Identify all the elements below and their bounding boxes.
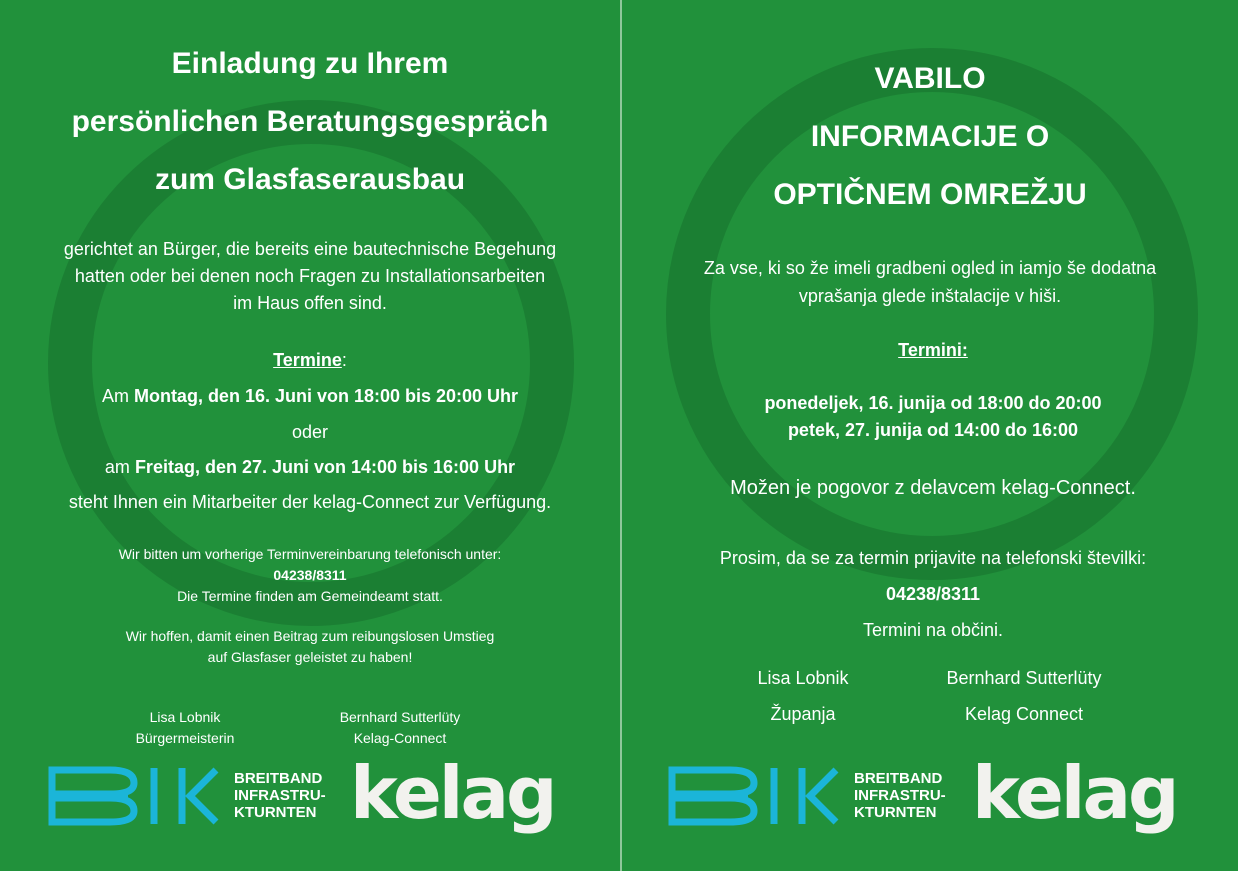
svg-text:BREITBAND: BREITBAND: [854, 770, 943, 787]
kelag-logo: [972, 756, 1192, 846]
signature-kelag: Bernhard Sutterlüty Kelag-Connect: [339, 709, 461, 746]
svg-text:KTURNTEN: KTURNTEN: [234, 804, 317, 821]
termini-heading: Termini:: [898, 340, 968, 360]
appointment-request: Wir bitten um vorherige Terminvereinbarung telefonisch unter: 04238/8311 Die Termine finden am Gemeindeamt statt.: [0, 544, 620, 607]
or-text: oder: [291, 422, 329, 442]
date-2: petek, 27. junija od 14:00 do 16:00: [787, 420, 1079, 440]
termine-heading: Termine:: [273, 350, 347, 370]
page-title: VABILO INFORMACIJE O OPTIČNEM OMREŽJU: [773, 62, 1087, 211]
svg-text:INFRASTRU-: INFRASTRU-: [234, 787, 326, 804]
svg-text:kelag: kelag: [972, 756, 1177, 835]
phone-number: 04238/8311: [885, 584, 981, 604]
date-1: ponedeljek, 16. junija od 18:00 do 20:00: [764, 393, 1102, 413]
intro-text: gerichtet an Bürger, die bereits eine bautechnische Begehung hatten oder bei denen noch Fragen zu Installationsarbeiten im Haus offen sind.: [63, 239, 557, 313]
staff-line: Možen je pogovor z delavcem kelag-Connect.: [730, 477, 1136, 499]
signature-mayor: Lisa Lobnik Županja: [757, 668, 849, 724]
dates: [622, 390, 1238, 444]
closing-text: Wir hoffen, damit einen Beitrag zum reibungslosen Umstieg auf Glasfaser geleistet zu haben!: [125, 628, 495, 665]
svg-text:kelag: kelag: [350, 756, 555, 835]
signature-kelag: Bernhard Sutterlüty Kelag Connect: [946, 668, 1102, 724]
appointment-request: Prosim, da se za termin prijavite na telefonski številki: 04238/8311 Termini na občini.: [622, 540, 1238, 648]
bik-logo: [668, 766, 958, 828]
signature-mayor: Lisa Lobnik Bürgermeisterin: [135, 709, 235, 746]
intro-text: Za vse, ki so že imeli gradbeni ogled in iamjo še dodatna vprašanja glede inštalacije v hiši.: [703, 258, 1157, 306]
date-2: am Freitag, den 27. Juni von 14:00 bis 16:00 Uhr: [104, 457, 516, 477]
svg-text:INFRASTRU-: INFRASTRU-: [854, 787, 946, 804]
kelag-logo: [350, 756, 570, 846]
staff-line: steht Ihnen ein Mitarbeiter der kelag-Connect zur Verfügung.: [68, 492, 552, 512]
date-1: Am Montag, den 16. Juni von 18:00 bis 20:00 Uhr: [101, 386, 519, 406]
phone-number: 04238/8311: [273, 567, 347, 583]
svg-text:BREITBAND: BREITBAND: [234, 770, 323, 787]
bik-logo: [48, 766, 338, 828]
slovenian-invitation-panel: [622, 0, 1238, 871]
svg-text:KTURNTEN: KTURNTEN: [854, 804, 937, 821]
page-title: Einladung zu Ihrem persönlichen Beratungsgespräch zum Glasfaserausbau: [71, 47, 549, 196]
